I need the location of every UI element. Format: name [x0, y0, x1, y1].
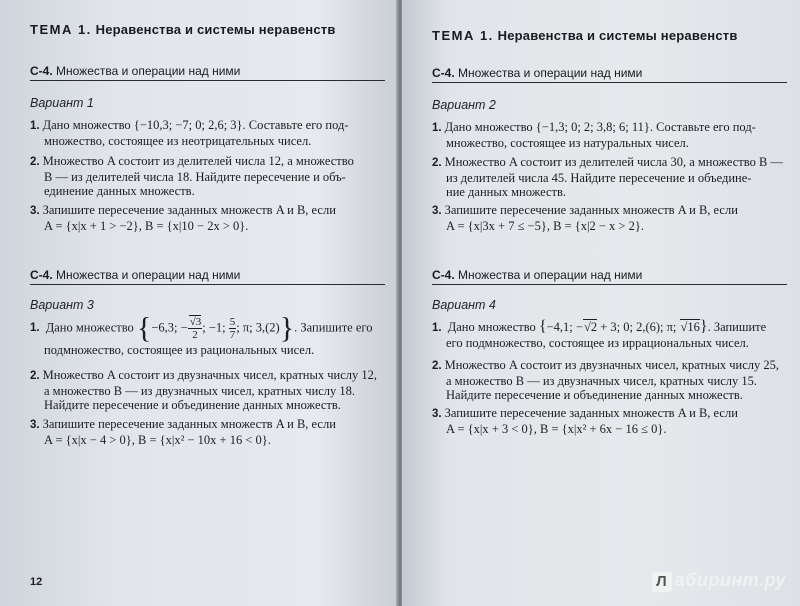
right-page	[402, 0, 800, 606]
brace-close: }	[699, 318, 708, 335]
task-2: 2. Множество A состоит из двузначных чисел, кратных числу 25, а множество B — из двузначных чисел, кратных числу 15. Найдите пересечение и объединение данных множеств.	[432, 358, 780, 402]
task-2: 2. Множество A состоит из двузначных чисел, кратных числу 12, а множество B — из двузначных чисел, кратных числу 18. Найдите пересечение и объединение данных множеств.	[30, 368, 378, 412]
topic-heading: ТЕМА 1. Неравенства и системы неравенств	[432, 28, 738, 43]
fraction: $\frac{√3}{2}$	[189, 316, 202, 341]
task-2: 2. Множество A состоит из делителей числа 12, а множество B — из делителей числа 18. Найдите пересечение и объ- единение данных множеств.	[30, 154, 354, 198]
task-1: 1. Дано множество {−1,3; 0; 2; 3,8; 6; 11}. Составьте его под- множество, состоящее из натуральных чисел.	[432, 120, 756, 150]
section-heading: С-4. Множества и операции над ними	[30, 268, 385, 285]
variant-label: Вариант 1	[30, 96, 94, 110]
task-2: 2. Множество A состоит из делителей числа 30, а множество B — из делителей числа 45. Найдите пересечение и объедине- ние данных множеств.	[432, 155, 783, 199]
task-3: 3. Запишите пересечение заданных множеств A и B, если A = {x|x + 3 < 0}, B = {x|x² + 6x − 16 ≤ 0}.	[432, 406, 738, 436]
page-number: 12	[30, 576, 43, 588]
variant-label: Вариант 4	[432, 298, 496, 312]
brace-open: {	[538, 318, 547, 335]
left-page	[0, 0, 398, 606]
variant-label: Вариант 3	[30, 298, 94, 312]
section-heading: С-4. Множества и операции над ними	[30, 64, 385, 81]
fraction: $\frac{5}{7}$	[229, 316, 236, 341]
section-heading: С-4. Множества и операции над ними	[432, 268, 787, 285]
task-3: 3. Запишите пересечение заданных множеств A и B, если A = {x|x + 1 > −2}, B = {x|10 − 2x > 0}.	[30, 203, 336, 233]
task-3: 3. Запишите пересечение заданных множеств A и B, если A = {x|3x + 7 ≤ −5}, B = {x|2 − x > 2}.	[432, 203, 738, 233]
brace-open: {	[136, 311, 152, 345]
watermark-logo: Л абиринт.ру	[652, 570, 786, 592]
brace-close: }	[279, 311, 295, 345]
topic-heading: ТЕМА 1. Неравенства и системы неравенств	[30, 22, 336, 37]
task-3: 3. Запишите пересечение заданных множеств A и B, если A = {x|x − 4 > 0}, B = {x|x² − 10x + 16 < 0}.	[30, 417, 336, 447]
variant-label: Вариант 2	[432, 98, 496, 112]
task-1: 1. Дано множество {−4,1; −√2 + 3; 0; 2,(6); π; √16}. Запишите его подмножество, состоящее из иррациональных чисел.	[432, 318, 767, 350]
task-1: 1. Дано множество {−10,3; −7; 0; 2,6; 3}. Составьте его под- множество, состоящее из неотрицательных чисел.	[30, 118, 349, 148]
section-heading: С-4. Множества и операции над ними	[432, 66, 787, 83]
task-1: 1. Дано множество {−6,3; − $\frac{√3}{2}$ ; −1; $\frac{5}{7}$ ; π; 3,(2)}. Запишите его подмножество, состоящее из рациональных чисел.	[30, 311, 373, 357]
